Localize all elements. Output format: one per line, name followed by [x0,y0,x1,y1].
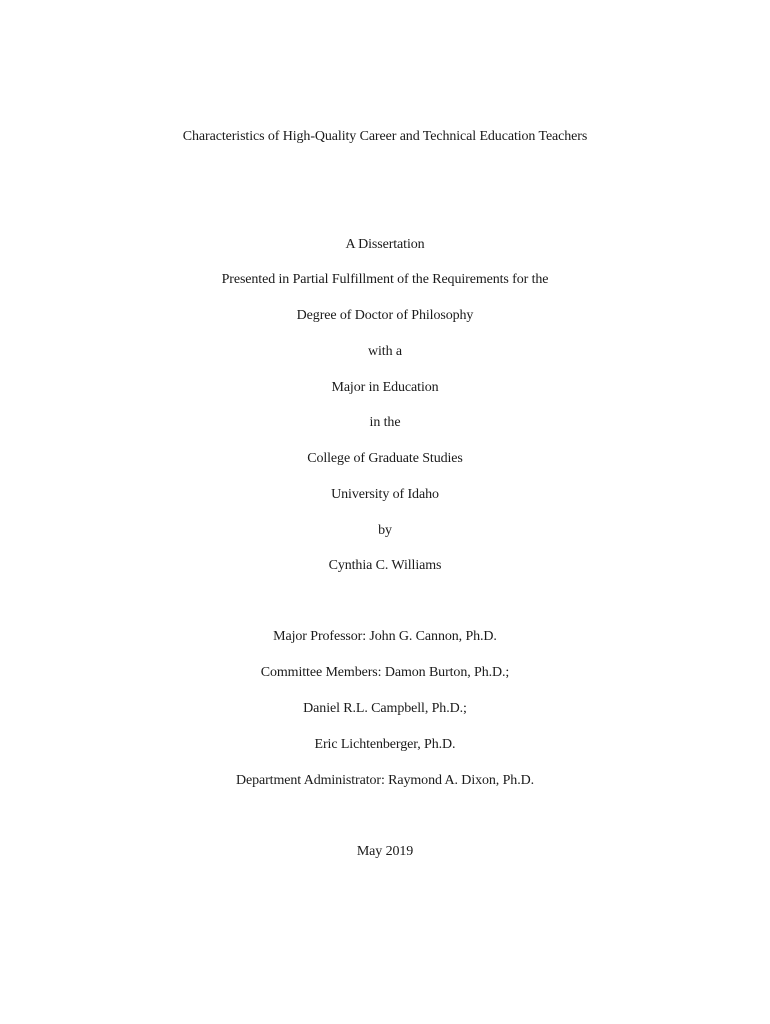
major-professor: Major Professor: John G. Cannon, Ph.D. [273,629,497,644]
university-name: University of Idaho [331,487,439,502]
degree-name: Degree of Doctor of Philosophy [296,308,474,323]
committee-member-2: Daniel R.L. Campbell, Ph.D.; [303,701,467,716]
fulfillment-statement: Presented in Partial Fulfillment of the Requirements for the [221,272,549,287]
document-type: A Dissertation [345,237,425,252]
by-text: by [378,523,392,538]
dissertation-title: Characteristics of High-Quality Career and Technical Education Teachers [182,129,588,144]
author-name: Cynthia C. Williams [328,558,442,573]
major-name: Major in Education [331,380,439,395]
submission-date: May 2019 [356,844,414,859]
in-the-text: in the [369,415,401,430]
department-administrator: Department Administrator: Raymond A. Dixon, Ph.D. [235,773,535,788]
college-name: College of Graduate Studies [307,451,463,466]
with-a-text: with a [367,344,402,359]
committee-member-1: Committee Members: Damon Burton, Ph.D.; [260,665,510,680]
committee-member-3: Eric Lichtenberger, Ph.D. [314,737,456,752]
